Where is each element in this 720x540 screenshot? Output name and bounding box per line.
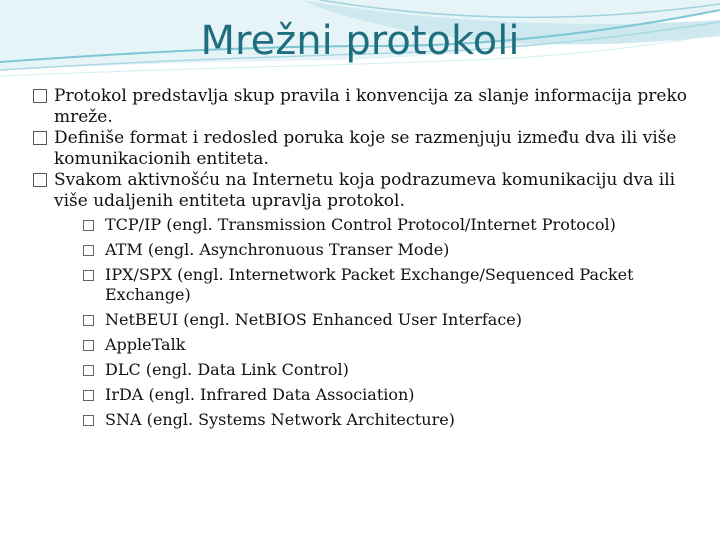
protocol-text: IrDA (engl. Infrared Data Association) [105, 385, 415, 404]
protocol-item [0, 310, 720, 330]
protocol-text: SNA (engl. Systems Network Architecture) [105, 410, 455, 429]
protocol-text: NetBEUI (engl. NetBIOS Enhanced User Interface) [105, 310, 523, 329]
sub-bullet-box-icon [83, 340, 94, 351]
bullet-text: Svakom aktivnošću na Internetu koja podrazumeva komunikaciju dva ili više udaljenih entiteta upravlja protokol. [54, 170, 676, 211]
bullet-item [0, 128, 720, 170]
page-title: Mrežni protokoli [200, 18, 520, 64]
protocol-item [0, 385, 720, 405]
protocol-item [0, 360, 720, 380]
sub-bullet-box-icon [83, 365, 94, 376]
sub-bullet-box-icon [83, 315, 94, 326]
bullet-list [0, 86, 720, 212]
bullet-text: Definiše format i redosled poruka koje se razmenjuju između dva ili više komunikacionih entiteta. [54, 128, 677, 169]
sub-bullet-box-icon [83, 245, 94, 256]
protocol-item [0, 215, 720, 235]
protocol-text: TCP/IP (engl. Transmission Control Protocol/Internet Protocol) [105, 215, 616, 234]
protocol-list [0, 215, 720, 430]
bullet-item [0, 86, 720, 128]
sub-bullet-box-icon [83, 415, 94, 426]
protocol-text: DLC (engl. Data Link Control) [105, 360, 349, 379]
sub-bullet-box-icon [83, 220, 94, 231]
protocol-item [0, 335, 720, 355]
protocol-item [0, 265, 720, 305]
bullet-text: Protokol predstavlja skup pravila i konvencija za slanje informacija preko mreže. [54, 86, 688, 127]
sub-bullet-box-icon [83, 270, 94, 281]
protocol-item [0, 410, 720, 430]
bullet-item [0, 170, 720, 212]
protocol-item [0, 240, 720, 260]
protocol-text: IPX/SPX (engl. Internetwork Packet Exchange/Sequenced Packet Exchange) [105, 265, 634, 304]
bullet-box-icon [33, 89, 47, 103]
bullet-box-icon [33, 131, 47, 145]
slide-content [0, 86, 720, 435]
protocol-text: AppleTalk [105, 335, 186, 354]
sub-bullet-box-icon [83, 390, 94, 401]
protocol-text: ATM (engl. Asynchronuous Transer Mode) [105, 240, 450, 259]
bullet-box-icon [33, 173, 47, 187]
